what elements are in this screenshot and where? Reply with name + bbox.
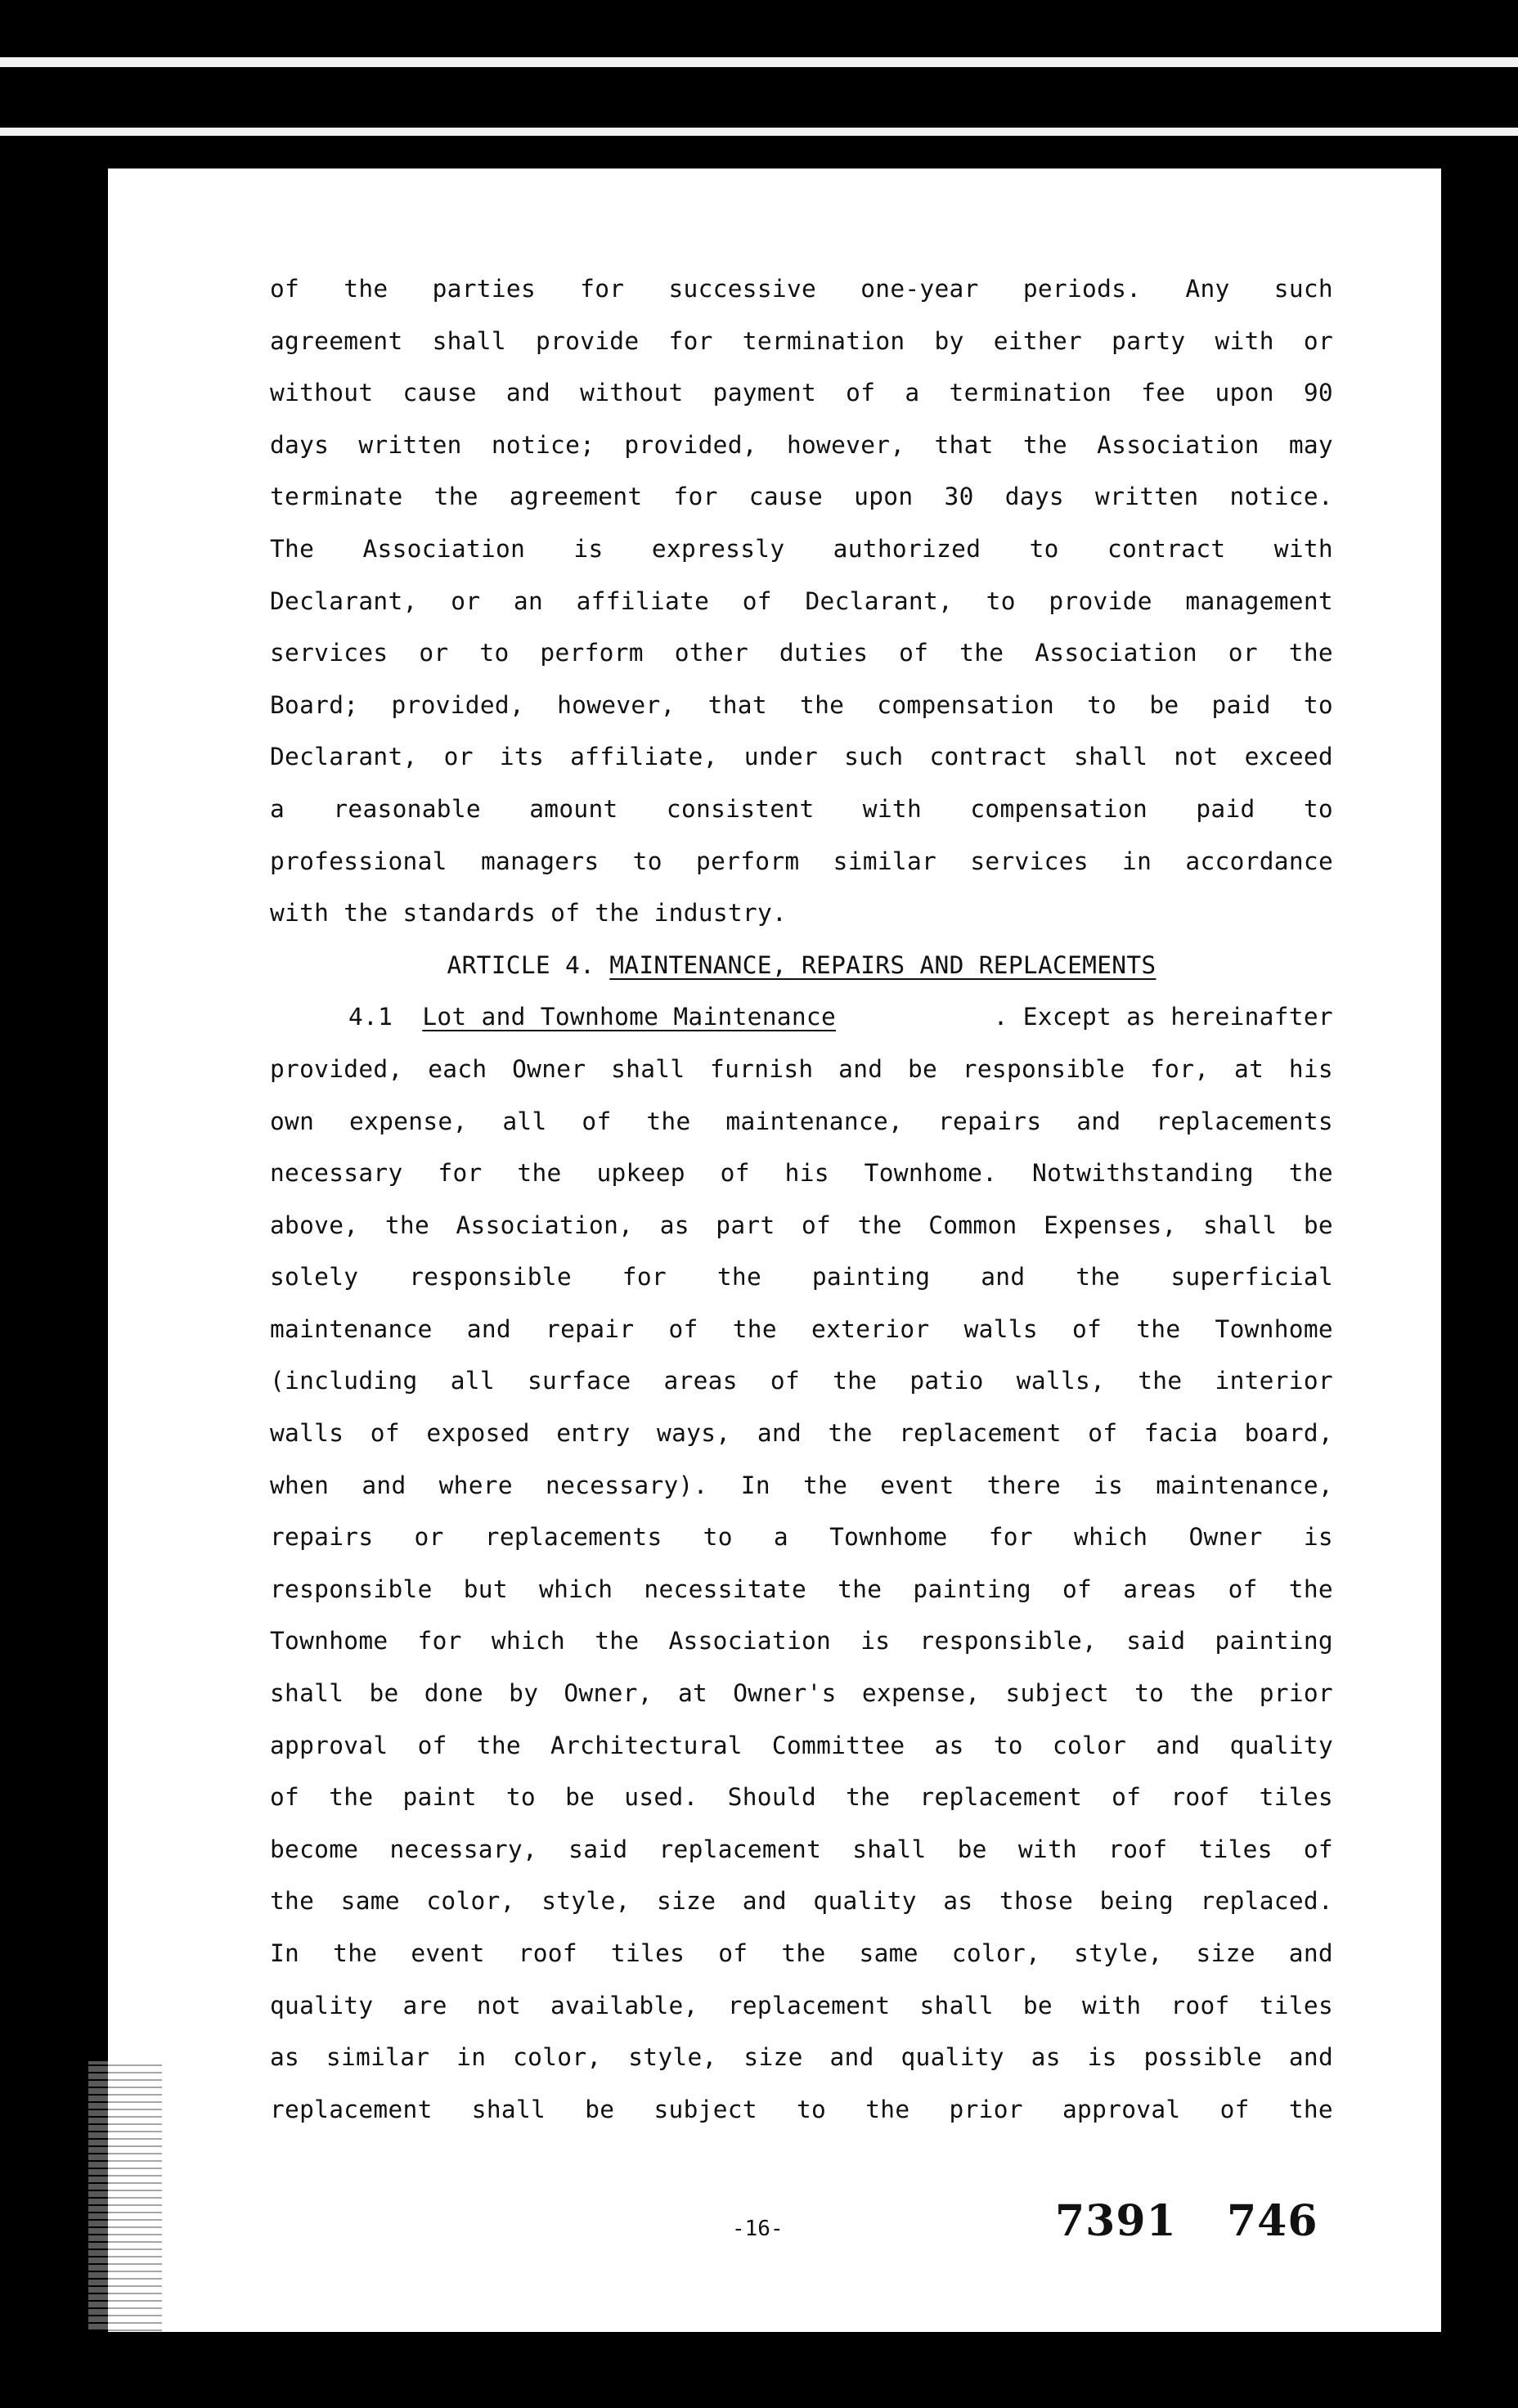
text-line: with the standards of the industry. [270, 899, 788, 928]
section-heading-line [270, 991, 1333, 1044]
text-line: when and where necessary). In the event there is maintenance, [270, 1471, 1333, 1499]
text-line: of the parties for successive one-year periods. Any such [270, 275, 1333, 303]
text-line: the same color, style, size and quality as those being replaced. [270, 1887, 1333, 1916]
text-line: without cause and without payment of a termination fee upon 90 [270, 379, 1333, 407]
text-line: own expense, all of the maintenance, repairs and replacements [270, 1107, 1333, 1135]
text-line: Townhome for which the Association is responsible, said painting [270, 1627, 1333, 1656]
text-line: Declarant, or its affiliate, under such contract shall not exceed [270, 743, 1333, 771]
text-line: replacement shall be subject to the prior approval of the [270, 2095, 1333, 2123]
text-line: become necessary, said replacement shall be with roof tiles of [270, 1835, 1333, 1863]
document-body [270, 263, 1333, 2136]
section-lead [348, 991, 836, 1044]
text-line: services or to perform other duties of the Association or the [270, 639, 1333, 667]
text-line: Declarant, or an affiliate of Declarant, to provide management [270, 586, 1333, 615]
text-line: maintenance and repair of the exterior walls of the Townhome [270, 1314, 1333, 1343]
scan-top-stripe [0, 57, 1518, 67]
scan-second-stripe [0, 128, 1518, 136]
text-line: solely responsible for the painting and the superficial [270, 1263, 1333, 1292]
text-line: responsible but which necessitate the painting of areas of the [270, 1575, 1333, 1603]
section-first-line-rest: . Except as hereinafter [993, 1003, 1333, 1031]
text-line: (including all surface areas of the patio walls, the interior [270, 1367, 1333, 1395]
text-line: In the event roof tiles of the same color, style, size and [270, 1939, 1333, 1967]
article-heading [270, 940, 1333, 992]
text-line: days written notice; provided, however, that the Association may [270, 430, 1333, 459]
text-line: professional managers to perform similar services in accordance [270, 847, 1333, 875]
text-line: approval of the Architectural Committee as to color and quality [270, 1731, 1333, 1759]
article-prefix: ARTICLE 4. [447, 950, 595, 979]
text-line: agreement shall provide for termination by either party with or [270, 326, 1333, 355]
text-line: necessary for the upkeep of his Townhome. Notwithstanding the [270, 1159, 1333, 1188]
text-line: terminate the agreement for cause upon 30 days written notice. [270, 483, 1333, 511]
text-line: a reasonable amount consistent with compensation paid to [270, 794, 1333, 823]
text-line: as similar in color, style, size and quality as is possible and [270, 2043, 1333, 2072]
text-line: The Association is expressly authorized to contract with [270, 534, 1333, 563]
section-number: 4.1 [348, 1003, 393, 1031]
article-title: MAINTENANCE, REPAIRS AND REPLACEMENTS [609, 950, 1156, 979]
text-line: repairs or replacements to a Townhome for which Owner is [270, 1523, 1333, 1552]
section-title: Lot and Townhome Maintenance [422, 1003, 837, 1031]
recording-book-number: 7391 [1055, 2196, 1177, 2246]
recording-page-number: 746 [1227, 2196, 1318, 2246]
text-line: of the paint to be used. Should the replacement of roof tiles [270, 1783, 1333, 1812]
text-line: shall be done by Owner, at Owner's expense, subject to the prior [270, 1679, 1333, 1708]
text-line: provided, each Owner shall furnish and be responsible for, at his [270, 1054, 1333, 1083]
text-line: above, the Association, as part of the Common Expenses, shall be [270, 1211, 1333, 1239]
text-line: Board; provided, however, that the compensation to be paid to [270, 690, 1333, 719]
text-line: quality are not available, replacement shall be with roof tiles [270, 1991, 1333, 2019]
text-line: walls of exposed entry ways, and the replacement of facia board, [270, 1419, 1333, 1448]
scan-noise-edge [88, 2061, 162, 2331]
page-number: -16- [732, 2217, 784, 2241]
